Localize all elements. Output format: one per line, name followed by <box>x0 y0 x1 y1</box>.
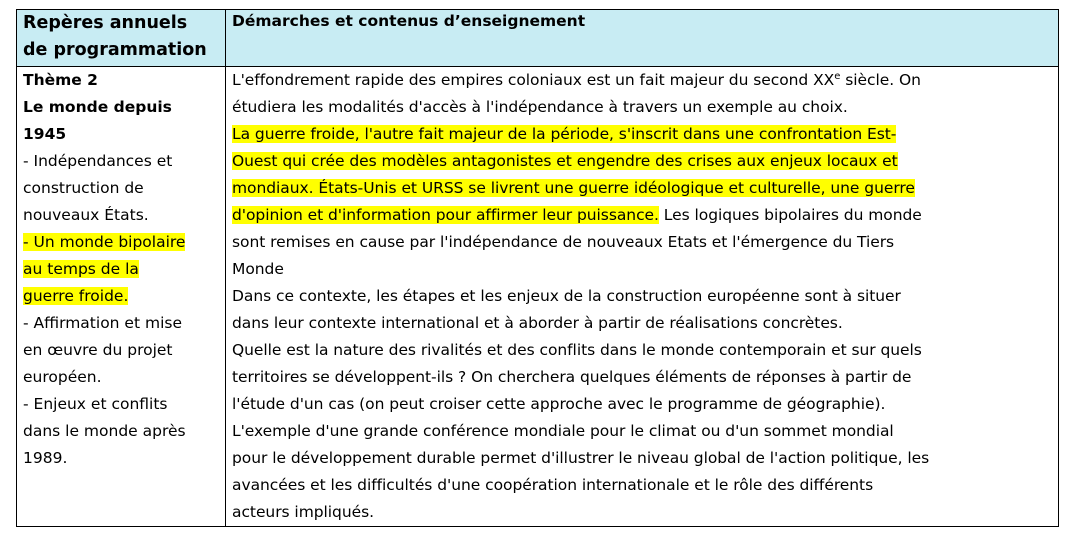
theme-label: Thème 2 <box>23 71 98 89</box>
item-enjeux-line2: dans le monde après <box>23 422 186 440</box>
paragraph-climat-line3: avancées et les difficultés d'une coopération internationale et le rôle des différents <box>232 476 874 494</box>
paragraph-guerre-froide-line5: sont remises en cause par l'indépendance de nouveaux Etats et l'émergence du Tiers <box>232 233 895 251</box>
theme-title-line2: 1945 <box>23 125 67 143</box>
item-bipolaire-line1: - Un monde bipolaire <box>23 233 186 251</box>
highlight-guerre-froide-line1: La guerre froide, l'autre fait majeur de la période, s'inscrit dans une confrontation Est- <box>232 125 897 143</box>
item-europe-line3: européen. <box>23 368 102 386</box>
highlight-guerre-froide-line3: mondiaux. États-Unis et URSS se livrent une guerre idéologique et culturelle, une guerre <box>232 179 915 197</box>
paragraph-guerre-froide-line6: Monde <box>232 260 284 278</box>
paragraph-europe-line1: Dans ce contexte, les étapes et les enjeux de la construction européenne sont à situer <box>232 287 901 305</box>
item-enjeux-line1: - Enjeux et conflits <box>23 395 168 413</box>
paragraph-conflits-line1: Quelle est la nature des rivalités et des conflits dans le monde contemporain et sur quels <box>232 341 922 359</box>
paragraph-decolonisation-line2: étudiera les modalités d'accès à l'indépendance à travers un exemple au choix. <box>232 98 848 116</box>
header-demarches: Démarches et contenus d’enseignement <box>226 10 1059 67</box>
table-header-row <box>17 10 1059 67</box>
theme-title-line1: Le monde depuis <box>23 98 172 116</box>
item-enjeux-line3: 1989. <box>23 449 68 467</box>
paragraph-climat-line4: acteurs impliqués. <box>232 503 374 521</box>
programme-table <box>16 9 1059 527</box>
paragraph-guerre-froide-line4: d'opinion et d'information pour affirmer leur puissance. Les logiques bipolaires du monde <box>232 206 922 224</box>
paragraph-climat-line2: pour le développement durable permet d'illustrer le niveau global de l'action politique, les <box>232 449 930 467</box>
paragraph-climat-line1: L'exemple d'une grande conférence mondiale pour le climat ou d'un sommet mondial <box>232 422 894 440</box>
item-europe-line2: en œuvre du projet <box>23 341 173 359</box>
item-independances-line1: - Indépendances et <box>23 152 173 170</box>
header-reperes <box>17 10 226 67</box>
paragraph-europe-line2: dans leur contexte international et à aborder à partir de réalisations concrètes. <box>232 314 843 332</box>
item-bipolaire-line3: guerre froide. <box>23 287 129 305</box>
table-row <box>17 67 1059 527</box>
header-reperes-line2: de programmation <box>23 40 207 60</box>
item-independances-line3: nouveaux États. <box>23 206 149 224</box>
highlight-guerre-froide-line4: d'opinion et d'information pour affirmer leur puissance. <box>232 206 659 224</box>
header-reperes-line1: Repères annuels <box>23 13 188 33</box>
item-bipolaire-line2: au temps de la <box>23 260 139 278</box>
highlight-guerre-froide-line2: Ouest qui crée des modèles antagonistes et engendre des crises aux enjeux locaux et <box>232 152 898 170</box>
item-europe-line1: - Affirmation et mise <box>23 314 182 332</box>
paragraph-decolonisation-line1: L'effondrement rapide des empires coloniaux est un fait majeur du second XXe siècle. On <box>232 70 921 89</box>
paragraph-conflits-line2: territoires se développent-ils ? On cherchera quelques éléments de réponses à partir de <box>232 368 912 386</box>
right-cell-content <box>226 67 1059 527</box>
paragraph-conflits-line3: l'étude d'un cas (on peut croiser cette approche avec le programme de géographie). <box>232 395 886 413</box>
item-independances-line2: construction de <box>23 179 144 197</box>
left-cell-theme <box>17 67 226 527</box>
